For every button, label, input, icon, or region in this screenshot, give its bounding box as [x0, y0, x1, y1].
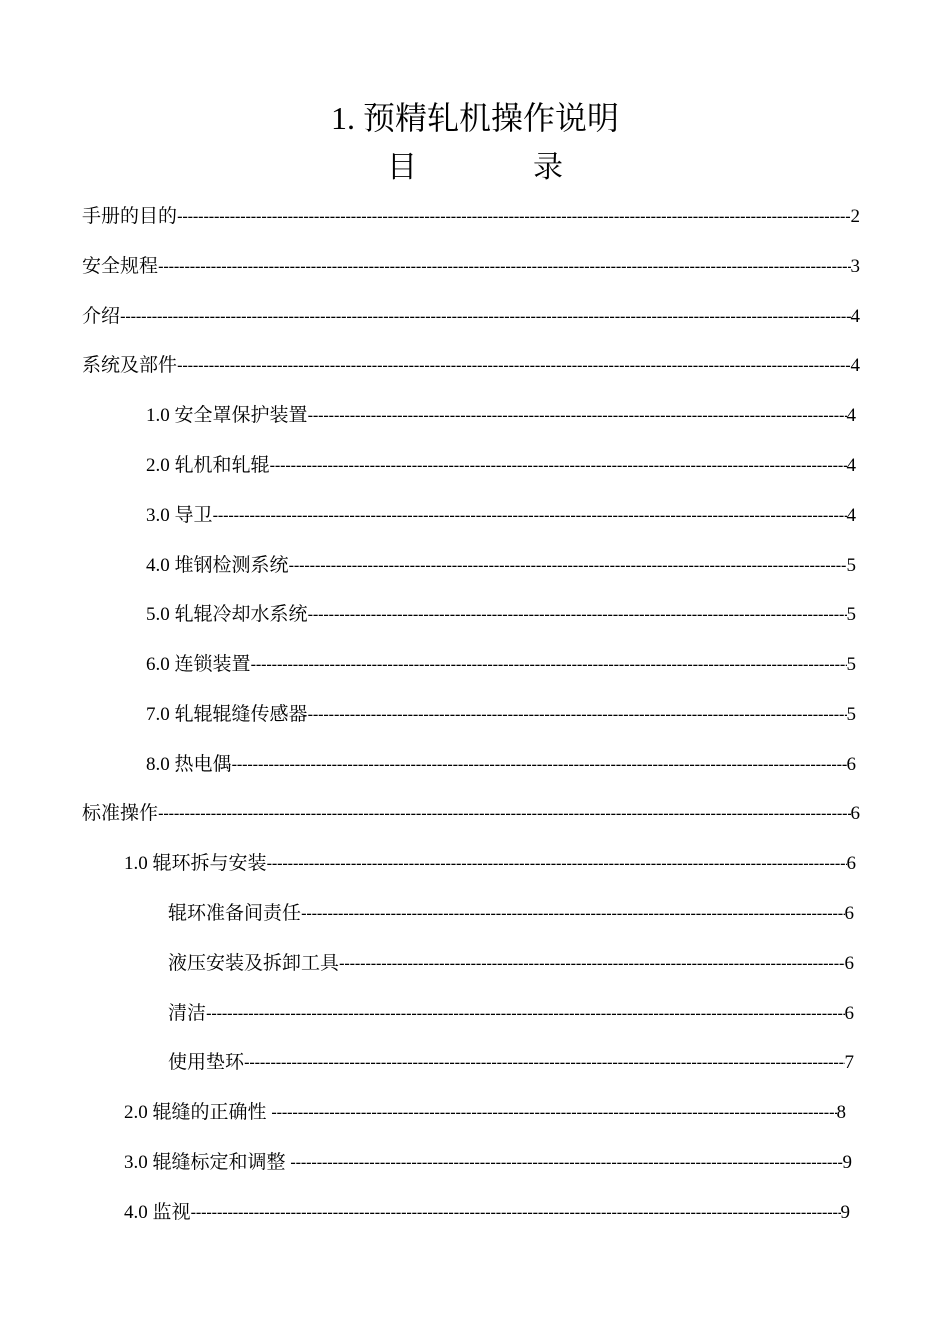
toc-entry-label: 6.0 连锁装置 — [146, 654, 251, 675]
toc-entry-page: 4 — [846, 405, 856, 426]
toc-leader-dots — [339, 947, 844, 981]
toc-entry[interactable] — [124, 1096, 846, 1130]
toc-entry-label: 3.0 导卫 — [146, 505, 213, 526]
toc-entry-page: 5 — [846, 604, 856, 625]
toc-entry-label: 5.0 轧辊冷却水系统 — [146, 604, 308, 625]
toc-leader-dots — [244, 1046, 844, 1080]
toc-entry[interactable] — [82, 797, 860, 831]
toc-leader-dots — [177, 349, 850, 383]
toc-entry-page: 6 — [844, 953, 854, 974]
toc-entry-label: 8.0 热电偶 — [146, 754, 232, 775]
toc-entry[interactable] — [82, 349, 860, 383]
toc-entry-label: 4.0 堆钢检测系统 — [146, 555, 289, 576]
toc-leader-dots — [270, 449, 847, 483]
toc-entry-label: 1.0 安全罩保护装置 — [146, 405, 308, 426]
toc-entry-page: 5 — [846, 704, 856, 725]
toc-entry-page: 6 — [846, 853, 856, 874]
toc-leader-dots — [308, 698, 847, 732]
toc-entry-page: 5 — [846, 555, 856, 576]
toc-leader-dots — [308, 399, 847, 433]
toc-entry-page: 4 — [850, 306, 860, 327]
toc-entry-page: 9 — [840, 1202, 850, 1223]
toc-entry-label: 7.0 轧辊辊缝传感器 — [146, 704, 308, 725]
toc-entry-page: 4 — [846, 455, 856, 476]
toc-entry-label: 液压安装及拆卸工具 — [168, 953, 340, 974]
toc-entry-label: 3.0 辊缝标定和调整 — [124, 1152, 291, 1173]
toc-leader-dots — [213, 499, 847, 533]
toc-entry-page: 3 — [850, 256, 860, 277]
toc-entry-label: 安全规程 — [82, 256, 159, 277]
toc-entry[interactable] — [146, 648, 856, 682]
toc-entry[interactable] — [82, 200, 860, 234]
toc-entry-page: 6 — [850, 803, 860, 824]
toc-entry-page: 4 — [846, 505, 856, 526]
toc-entry-page: 6 — [844, 1003, 854, 1024]
toc-entry-label: 使用垫环 — [168, 1052, 245, 1073]
toc-leader-dots — [206, 997, 844, 1031]
page-title: 1. 预精轧机操作说明 — [330, 100, 619, 136]
toc-leader-dots — [251, 648, 847, 682]
toc-entry[interactable] — [146, 449, 856, 483]
toc-entry-page: 6 — [844, 903, 854, 924]
toc-entry[interactable] — [146, 698, 856, 732]
toc-entry[interactable] — [146, 399, 856, 433]
toc-entry-label: 标准操作 — [82, 803, 159, 824]
toc-entry-label: 辊环准备间责任 — [168, 903, 302, 924]
toc-leader-dots — [191, 1196, 841, 1230]
toc-entry-label: 手册的目的 — [82, 206, 178, 227]
toc-entry-label: 2.0 轧机和轧辊 — [146, 455, 270, 476]
toc-leader-dots — [308, 598, 847, 632]
toc-leader-dots — [120, 300, 850, 334]
toc-leader-dots — [267, 847, 847, 881]
toc-heading-left: 目 — [387, 151, 417, 184]
toc-entry-page: 6 — [846, 754, 856, 775]
toc-entry-page: 8 — [836, 1102, 846, 1123]
toc-entry-label: 系统及部件 — [82, 355, 178, 376]
toc-entry[interactable] — [168, 947, 854, 981]
toc-entry[interactable] — [168, 1046, 854, 1080]
toc-entry-page: 4 — [850, 355, 860, 376]
toc-entry-page: 2 — [850, 206, 860, 227]
toc-entry[interactable] — [82, 300, 860, 334]
toc-entry-label: 2.0 辊缝的正确性 — [124, 1102, 272, 1123]
toc-entry-label: 清洁 — [168, 1003, 207, 1024]
toc-leader-dots — [301, 897, 844, 931]
toc-heading-right: 录 — [533, 151, 563, 184]
toc-entry[interactable] — [168, 997, 854, 1031]
toc-leader-dots — [232, 748, 847, 782]
toc-leader-dots — [158, 797, 850, 831]
toc-entry-label: 介绍 — [82, 306, 121, 327]
toc-entry[interactable] — [82, 250, 860, 284]
toc-leader-dots — [177, 200, 850, 234]
toc-entry[interactable] — [124, 847, 856, 881]
toc-entry[interactable] — [124, 1146, 852, 1180]
toc-heading — [0, 148, 950, 188]
toc-leader-dots — [271, 1096, 836, 1130]
toc-entry-label: 1.0 辊环拆与安装 — [124, 853, 267, 874]
toc-entry[interactable] — [146, 598, 856, 632]
toc-entry-label: 4.0 监视 — [124, 1202, 191, 1223]
toc-entry-page: 7 — [844, 1052, 854, 1073]
toc-leader-dots — [158, 250, 850, 284]
toc-entry[interactable] — [146, 499, 856, 533]
toc-entry-page: 5 — [846, 654, 856, 675]
toc-entry[interactable] — [124, 1196, 850, 1230]
toc-entry[interactable] — [146, 748, 856, 782]
toc-entry[interactable] — [146, 549, 856, 583]
toc-entry-page: 9 — [842, 1152, 852, 1173]
toc-leader-dots — [290, 1146, 842, 1180]
toc-leader-dots — [289, 549, 847, 583]
toc-entry[interactable] — [168, 897, 854, 931]
